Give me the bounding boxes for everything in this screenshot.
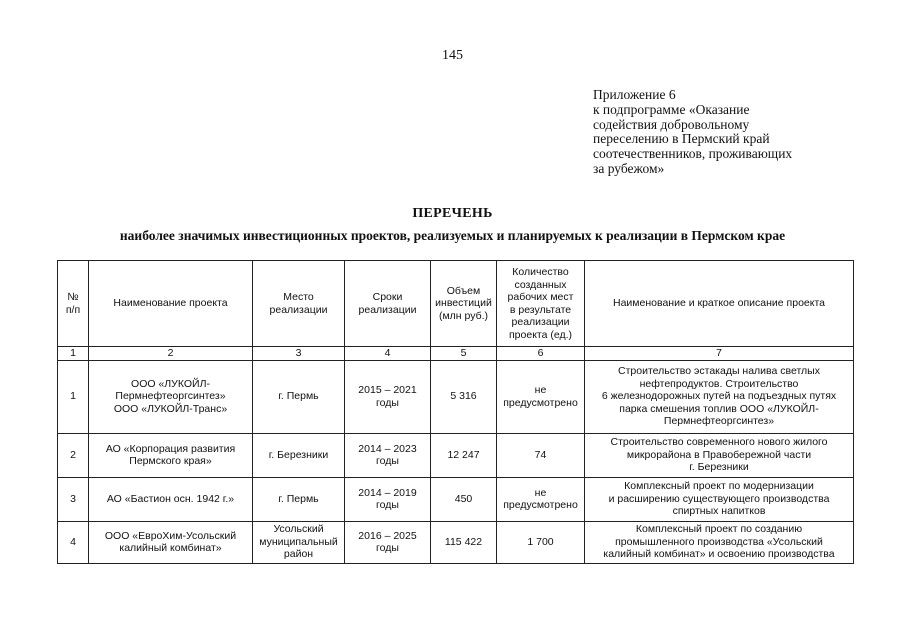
project-place [253, 477, 345, 521]
cell-line: Место [283, 291, 314, 303]
cell-line: г. Березники [689, 461, 749, 474]
cell-line: 2016 – 2025 [358, 529, 417, 542]
cell-line: г. Березники [268, 448, 329, 461]
appendix-line: Приложение 6 [593, 87, 676, 102]
column-number: 3 [253, 347, 345, 361]
jobs-count [497, 360, 585, 433]
cell-line: № [67, 291, 79, 303]
cell-line: годы [376, 396, 399, 409]
project-terms [345, 477, 431, 521]
cell-line: (млн руб.) [438, 309, 489, 322]
cell-line: АО «Корпорация развития [105, 442, 236, 455]
cell-line: Объем [446, 284, 481, 297]
project-name [89, 477, 253, 521]
cell-line: АО «Бастион осн. 1942 г.» [106, 492, 235, 505]
column-number: 7 [585, 347, 854, 361]
appendix-line: к подпрограмме «Оказание [593, 101, 750, 117]
cell-line: 1 700 [527, 535, 554, 548]
cell-line: и расширению существующего производства [608, 492, 830, 505]
table-row [58, 477, 854, 521]
cell-line: ООО «ЛУКОЙЛ- [131, 377, 210, 390]
projects-table [57, 260, 854, 564]
cell-line: калийный комбинат» [119, 542, 222, 554]
cell-line: не [534, 384, 547, 396]
investment-volume: 5 316 [431, 360, 497, 433]
cell-line: ООО «ЕвроХим-Усольский [104, 529, 237, 542]
cell-line: предусмотрено [503, 499, 578, 511]
project-description [585, 521, 854, 563]
column-numbers-row [58, 347, 854, 361]
cell-line: Сроки [372, 291, 403, 303]
header-project-name [89, 261, 253, 347]
cell-line: Строительство эстакады налива светлых [618, 365, 820, 378]
header-jobs-count [497, 261, 585, 347]
project-description [585, 477, 854, 521]
cell-line: калийный комбинат» и освоению производства [603, 548, 835, 561]
cell-line: спиртных напитков [672, 505, 766, 518]
header-num [58, 261, 89, 347]
project-name [89, 360, 253, 433]
project-name [89, 433, 253, 477]
row-number: 2 [58, 433, 89, 477]
investment-volume: 115 422 [431, 521, 497, 563]
appendix-note [593, 88, 843, 177]
cell-line: Строительство современного нового жилого [610, 436, 828, 449]
project-place [253, 360, 345, 433]
cell-line: Количество [512, 266, 569, 278]
cell-line: реализации [358, 303, 417, 316]
cell-line: Пермнефтеоргсинтез» [115, 390, 226, 403]
cell-line: Пермского края» [129, 455, 212, 467]
cell-line: годы [376, 499, 399, 511]
document-title: ПЕРЕЧЕНЬ [412, 206, 493, 221]
cell-line: проекта (ед.) [508, 328, 572, 341]
table-row [58, 360, 854, 433]
row-number: 3 [58, 477, 89, 521]
cell-line: 6 железнодорожных путей на подъездных путях [601, 390, 837, 403]
cell-line: Пермнефтеоргсинтез» [663, 415, 775, 428]
cell-line: г. Пермь [278, 390, 319, 403]
column-number: 4 [345, 347, 431, 361]
cell-line: реализации [511, 316, 570, 328]
cell-line: годы [376, 455, 399, 467]
row-number: 1 [58, 360, 89, 433]
page-number: 145 [442, 48, 463, 63]
table-row [58, 521, 854, 563]
table-row [58, 433, 854, 477]
appendix-line: переселению в Пермский край [593, 131, 770, 147]
cell-line: Наименование проекта [113, 297, 228, 310]
column-number: 6 [497, 347, 585, 361]
column-number: 1 [58, 347, 89, 361]
column-number: 2 [89, 347, 253, 361]
project-name [89, 521, 253, 563]
header-description [585, 261, 854, 347]
project-place [253, 521, 345, 563]
cell-line: реализации [269, 303, 328, 316]
project-terms [345, 521, 431, 563]
cell-line: инвестиций [435, 297, 492, 310]
appendix-line: содействия добровольному [593, 116, 750, 132]
table-header-row [58, 261, 854, 347]
document-subtitle: наиболее значимых инвестиционных проектов, реализуемых и планируемых к реализации в Пермском крае [119, 228, 786, 243]
cell-line: в результате [509, 303, 572, 316]
cell-line: п/п [65, 303, 81, 316]
appendix-line: соотечественников, проживающих [593, 146, 793, 162]
cell-line: предусмотрено [503, 396, 578, 409]
cell-line: Усольский [273, 523, 324, 536]
row-number: 4 [58, 521, 89, 563]
cell-line: нефтепродуктов. Строительство [639, 377, 799, 390]
cell-line: 2014 – 2019 [358, 486, 417, 499]
cell-line: Комплексный проект по модернизации [624, 480, 814, 493]
cell-line: рабочих мест [507, 291, 574, 303]
column-number: 5 [431, 347, 497, 361]
cell-line: Комплексный проект по созданию [635, 523, 803, 536]
cell-line: район [283, 548, 314, 561]
header-investment-volume [431, 261, 497, 347]
cell-line: Наименование и краткое описание проекта [613, 297, 825, 310]
jobs-count [497, 477, 585, 521]
project-place [253, 433, 345, 477]
header-terms [345, 261, 431, 347]
jobs-count [497, 521, 585, 563]
cell-line: промышленного производства «Усольский [615, 535, 823, 548]
project-terms [345, 433, 431, 477]
cell-line: ООО «ЛУКОЙЛ-Транс» [113, 402, 228, 415]
cell-line: 2015 – 2021 [358, 384, 417, 396]
project-description [585, 360, 854, 433]
cell-line: микрорайона в Правобережной части [626, 448, 812, 461]
project-terms [345, 360, 431, 433]
cell-line: не [534, 486, 547, 499]
cell-line: муниципальный [259, 535, 338, 548]
appendix-line: за рубежом» [593, 160, 665, 176]
cell-line: 2014 – 2023 [358, 442, 417, 455]
cell-line: 74 [534, 448, 547, 461]
project-description [585, 433, 854, 477]
header-place [253, 261, 345, 347]
cell-line: парка смешения топлив ООО «ЛУКОЙЛ- [619, 402, 819, 415]
cell-line: созданных [514, 278, 567, 291]
cell-line: годы [376, 542, 399, 554]
investment-volume: 12 247 [431, 433, 497, 477]
cell-line: г. Пермь [278, 492, 319, 505]
jobs-count [497, 433, 585, 477]
investment-volume: 450 [431, 477, 497, 521]
